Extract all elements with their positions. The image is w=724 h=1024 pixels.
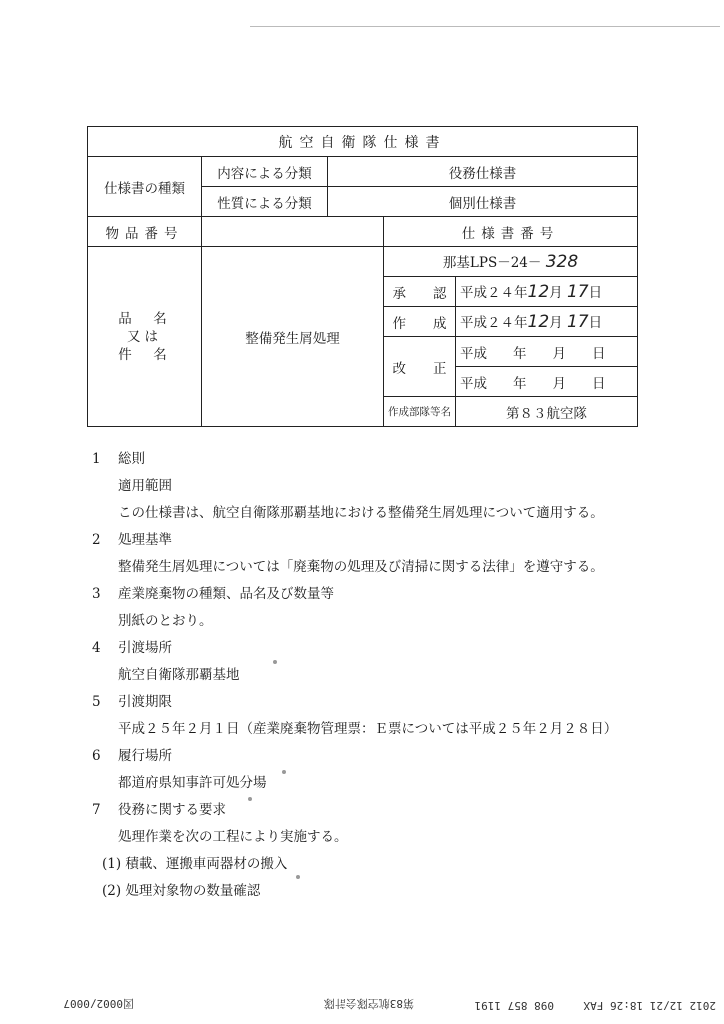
section-4-text: 航空自衛隊那覇基地 bbox=[118, 667, 240, 683]
dept-value: 第８３航空隊 bbox=[456, 397, 638, 427]
revised-date-2 bbox=[456, 367, 638, 397]
scan-speck bbox=[282, 770, 286, 774]
class-by-nature-label: 性質による分類 bbox=[202, 187, 328, 217]
item-number-value bbox=[202, 217, 384, 247]
item-name-label bbox=[88, 247, 202, 427]
revised-1-day: 日 bbox=[592, 345, 606, 362]
section-title: 産業廃棄物の種類、品名及び数量等 bbox=[118, 586, 334, 602]
section-number: 7 bbox=[92, 802, 101, 818]
section-2-heading bbox=[92, 527, 652, 554]
item-name-label-line1: 品 名 bbox=[118, 310, 171, 327]
item-name-value: 整備発生屑処理 bbox=[202, 247, 384, 427]
section-6-heading bbox=[92, 743, 652, 770]
created-date bbox=[456, 307, 638, 337]
revised-2-era: 平成 bbox=[460, 375, 487, 392]
section-number: 6 bbox=[92, 748, 101, 764]
created-month: 12 bbox=[527, 312, 550, 332]
revised-2-day: 日 bbox=[592, 375, 606, 392]
section-title: 引渡期限 bbox=[118, 694, 172, 710]
section-number: 1 bbox=[92, 451, 101, 467]
section-1-subheading: 適用範囲 bbox=[118, 478, 172, 494]
section-title: 処理基準 bbox=[118, 532, 172, 548]
spec-title: 航空自衛隊仕様書 bbox=[88, 127, 638, 157]
section-3-heading bbox=[92, 581, 652, 608]
revised-1-month: 月 bbox=[552, 345, 566, 362]
section-7-item-1: (1) 積載、運搬車両器材の搬入 bbox=[102, 856, 288, 872]
section-1-text: この仕様書は、航空自衛隊那覇基地における整備発生屑処理について適用する。 bbox=[118, 505, 604, 521]
approved-label: 承 認 bbox=[384, 277, 456, 307]
approved-date bbox=[456, 277, 638, 307]
section-1-heading bbox=[92, 446, 652, 473]
section-title: 総則 bbox=[118, 451, 145, 467]
section-number: 4 bbox=[92, 640, 101, 656]
fax-sender: 第83航空隊会計隊 bbox=[323, 997, 414, 1010]
spec-number-label: 仕様書番号 bbox=[384, 217, 638, 247]
section-number: 5 bbox=[92, 694, 101, 710]
spec-header-table bbox=[87, 126, 638, 427]
revised-1-year: 年 bbox=[513, 345, 527, 362]
revised-2-year: 年 bbox=[513, 375, 527, 392]
section-title: 役務に関する要求 bbox=[118, 802, 226, 818]
section-5-heading bbox=[92, 689, 652, 716]
class-by-content-label: 内容による分類 bbox=[202, 157, 328, 187]
fax-timestamp: 2012 12/21 18:26 FAX bbox=[583, 999, 716, 1012]
item-number-label: 物品番号 bbox=[88, 217, 202, 247]
section-title: 履行場所 bbox=[118, 748, 172, 764]
section-title: 引渡場所 bbox=[118, 640, 172, 656]
section-7-text: 処理作業を次の工程により実施する。 bbox=[118, 829, 348, 845]
revised-date-1 bbox=[456, 337, 638, 367]
revised-1-era: 平成 bbox=[460, 345, 487, 362]
section-7-heading bbox=[92, 797, 652, 824]
scan-speck bbox=[273, 660, 277, 664]
section-3-text: 別紙のとおり。 bbox=[118, 613, 213, 629]
section-4-heading bbox=[92, 635, 652, 662]
dept-label: 作成部隊等名 bbox=[384, 397, 456, 427]
fax-header-upside-down bbox=[0, 994, 724, 1014]
approved-day-unit: 日 bbox=[588, 285, 603, 301]
scan-top-edge bbox=[250, 26, 720, 27]
spec-number-prefix: 那基LPS－24－ bbox=[442, 255, 542, 271]
created-day-unit: 日 bbox=[588, 315, 603, 331]
approved-month-unit: 月 bbox=[549, 285, 563, 301]
approved-month: 12 bbox=[527, 282, 550, 302]
spec-body bbox=[92, 446, 652, 905]
section-2-text: 整備発生屑処理については「廃棄物の処理及び清掃に関する法律」を遵守する。 bbox=[118, 559, 604, 575]
revised-2-month: 月 bbox=[552, 375, 566, 392]
created-day: 17 bbox=[566, 312, 589, 332]
section-6-text: 都道府県知事許可処分場 bbox=[118, 775, 267, 791]
class-by-content-value: 役務仕様書 bbox=[328, 157, 638, 187]
fax-number: 098 857 1191 bbox=[474, 999, 554, 1012]
approved-day: 17 bbox=[566, 282, 589, 302]
fax-page: 図0002/0007 bbox=[63, 997, 134, 1010]
section-7-item-2: (2) 処理対象物の数量確認 bbox=[102, 883, 261, 899]
revised-label: 改 正 bbox=[384, 337, 456, 397]
item-name-label-line2: 又は bbox=[127, 328, 162, 345]
scan-speck bbox=[248, 797, 252, 801]
section-5-text: 平成２５年２月１日（産業廃棄物管理票：Ｅ票については平成２５年２月２８日） bbox=[118, 721, 618, 737]
section-number: 2 bbox=[92, 532, 101, 548]
section-number: 3 bbox=[92, 586, 101, 602]
created-date-prefix: 平成２４年 bbox=[460, 315, 528, 331]
scan-speck bbox=[296, 875, 300, 879]
created-label: 作 成 bbox=[384, 307, 456, 337]
item-name-label-line3: 件 名 bbox=[118, 346, 171, 363]
spec-type-label: 仕様書の種類 bbox=[88, 157, 202, 217]
created-month-unit: 月 bbox=[549, 315, 563, 331]
spec-number-handwritten: 328 bbox=[545, 252, 579, 272]
class-by-nature-value: 個別仕様書 bbox=[328, 187, 638, 217]
spec-number-value bbox=[384, 247, 638, 277]
approved-date-prefix: 平成２４年 bbox=[460, 285, 528, 301]
